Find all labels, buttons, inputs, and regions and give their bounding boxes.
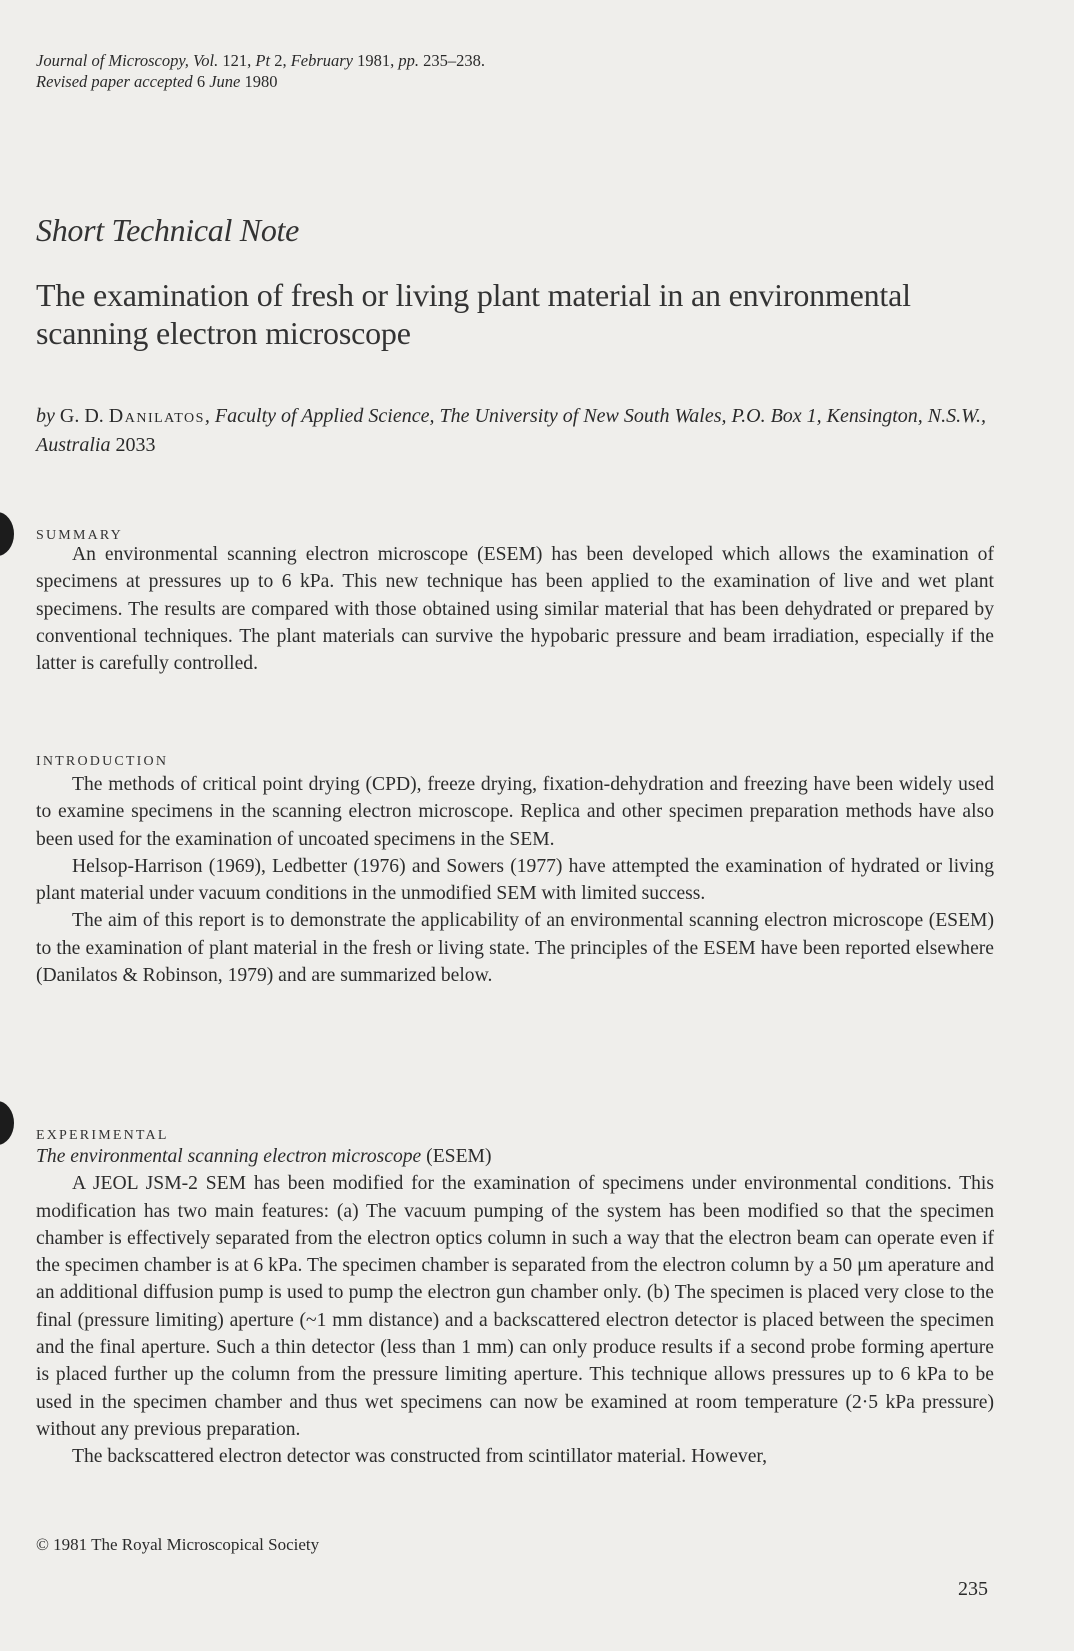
experimental-paragraph: The backscattered electron detector was constructed from scintillator material. However, (72, 1446, 768, 1468)
experimental-heading: EXPERIMENTAL (36, 1128, 169, 1143)
article-type: Short Technical Note (36, 212, 300, 248)
journal-citation: Journal of Microscopy, Vol. 121, Pt 2, February 1981, pp. 235–238. (36, 51, 486, 70)
summary-body (36, 541, 994, 677)
author-initials: G. D. (59, 405, 104, 427)
introduction-body (36, 771, 994, 989)
byline-by: by (36, 405, 55, 427)
experimental-body (36, 1143, 994, 1471)
citation-month: February (290, 51, 354, 70)
author-byline (36, 402, 996, 460)
citation-pt-label: Pt (255, 51, 271, 70)
binder-hole-mark (0, 1101, 14, 1145)
subheading-abbr: (ESEM) (426, 1146, 492, 1167)
experimental-subheading (36, 1143, 994, 1170)
citation-journal: Journal of Microscopy (36, 51, 185, 70)
introduction-paragraph: Helsop-Harrison (1969), Ledbetter (1976) and Sowers (1977) have attempted the examination of hydrated or living plant material under vacuum conditions in the unmodified SEM with limited success. (36, 855, 994, 905)
binder-hole-mark (0, 512, 14, 556)
revised-month: June (209, 72, 241, 91)
citation-pages: 235–238. (423, 51, 486, 70)
revised-day: 6 (196, 72, 206, 91)
subheading-text: The environmental scanning electron microscope (36, 1146, 422, 1167)
introduction-paragraph: The aim of this report is to demonstrate the applicability of an environmental scanning electron microscope (ESEM) to the examination of plant material in the fresh or living state. The principles of the ESEM have been reported elsewhere (Danilatos & Robinson, 1979) and are summarized below. (36, 910, 994, 987)
citation-vol: 121, (222, 51, 252, 70)
citation-pt: 2, (274, 51, 287, 70)
copyright-notice: © 1981 The Royal Microscopical Society (36, 1535, 320, 1554)
author-surname: Danilatos (108, 405, 205, 427)
revised-label: Revised paper accepted (36, 72, 193, 91)
summary-heading: SUMMARY (36, 528, 123, 543)
summary-paragraph: An environmental scanning electron microscope (ESEM) has been developed which allows the examination of specimens at pressures up to 6 kPa. This new technique has been applied to the examination of live and wet plant specimens. The results are compared with those obtained using similar material that has been dehydrated or prepared by conventional techniques. The plant materials can survive the hypobaric pressure and beam irradiation, especially if the latter is carefully controlled. (36, 544, 994, 675)
introduction-heading: INTRODUCTION (36, 754, 169, 769)
revision-note (36, 71, 277, 92)
citation-vol-label: Vol. (193, 51, 219, 70)
introduction-paragraph: The methods of critical point drying (CPD), freeze drying, fixation-dehydration and freezing have been widely used to examine specimens in the scanning electron microscope. Replica and other specimen preparation methods have also been used for the examination of uncoated specimens in the SEM. (36, 774, 994, 850)
author-postcode: 2033 (115, 434, 156, 456)
revised-year: 1980 (244, 72, 278, 91)
article-title: The examination of fresh or living plant material in an environmental scanning electron microscope (36, 277, 911, 351)
experimental-paragraph: A JEOL JSM-2 SEM has been modified for the examination of specimens under environmental conditions. This modification has two main features: (a) The vacuum pumping of the system has been modified so that the specimen chamber is effectively separated from the electron optics column in such a way that the electron beam can operate even if the specimen chamber is at 6 kPa. The specimen chamber is separated from the electron column by a 50 μm aperature and an additional diffusion pump is used to pump the electron gun chamber only. (b) The specimen is placed very close to the final (pressure limiting) aperture (~1 mm distance) and a backscattered electron detector is placed between the specimen and the final aperture. Such a thin detector (less than 1 mm) can only produce results if a second probe forming aperture is placed further up the column from the pressure limiting aperture. This technique allows pressures up to 6 kPa to be used in the specimen chamber and thus wet specimens can now be examined at room temperature (2·5 kPa pressure) without any previous preparation. (36, 1173, 994, 1440)
citation-year: 1981, (357, 51, 395, 70)
author-affiliation: , Faculty of Applied Science, The University of New South Wales, P.O. Box 1, Kensington, N.S.W., Australia (36, 405, 986, 456)
page-number: 235 (958, 1578, 988, 1600)
citation-pp-label: pp. (398, 51, 420, 70)
